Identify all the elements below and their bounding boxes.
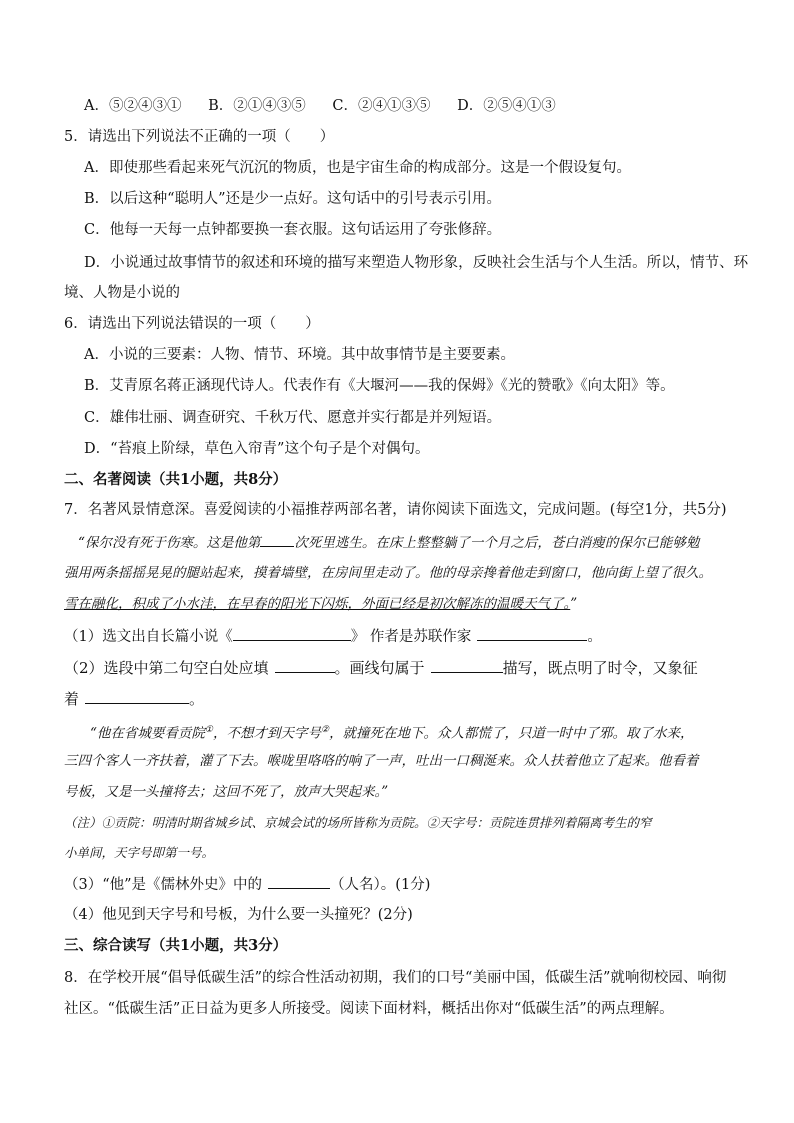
q6-option-d: D．“苔痕上阶绿，草色入帘青”这个句子是个对偶句。 (84, 441, 430, 457)
q7-sub2-text: 描写，既点明了时令，又象征 (502, 659, 698, 677)
q7-sub4: （4）他见到天字号和号板，为什么要一头撞死？(2分) (64, 907, 413, 923)
q7-passage-blank[interactable] (260, 532, 294, 547)
q7-sub2-text: 着 (64, 690, 80, 708)
q7-passage2-text: “他在省城要看贡院 (90, 725, 205, 742)
q7-sub1-text: （1）选文出自长篇小说《 (64, 629, 233, 645)
q7-sub2-line1 (64, 658, 698, 678)
q7-sub2-blank-word[interactable] (275, 658, 335, 673)
q5-option-a: A．即使那些看起来死气沉沉的物质，也是宇宙生命的构成部分。这是一个假设复句。 (84, 160, 631, 176)
q7-passage2-line1 (90, 720, 694, 744)
q4-options (84, 96, 578, 116)
q7-sub1-text: 》 作者是苏联作家 (350, 629, 472, 645)
q7-passage1-text: “保尔没有死于伤寒。这是他第 (78, 535, 261, 551)
q4-option-c: C．②④①③⑤ (332, 98, 431, 114)
q7-passage2-text: ，就撞死在地下。众人都慌了，只道一时中了邪。取了水来， (329, 725, 694, 742)
q7-sub3-text: （3）“他”是《儒林外史》中的 (64, 877, 263, 893)
q4-option-d: D．②⑤④①③ (457, 98, 556, 114)
q7-passage1-line2: 强用两条摇摇晃晃的腿站起来，摸着墙壁，在房间里走动了。他的母亲搀着他走到窗口，他向街上望了很久。 (64, 565, 712, 581)
q7-sub2-text: 。 (189, 690, 205, 708)
q6-option-b: B．艾青原名蒋正涵现代诗人。代表作有《大堰河——我的保姆》《光的赞歌》《向太阳》等。 (84, 378, 675, 394)
q7-note-line1: （注）①贡院：明清时期省城乡试、京城会试的场所皆称为贡院。②天字号：贡院连贯排列着隔离考生的窄 (64, 815, 652, 830)
q5-option-c: C．他每一天每一点钟都要换一套衣服。这句话运用了夸张修辞。 (84, 222, 502, 238)
q7-passage2-text: ，不想才到天字号 (212, 725, 321, 742)
q7-sub3 (64, 874, 430, 895)
q7-underlined-sentence: 雪在融化，积成了小水洼，在早春的阳光下闪烁，外面已经是初次解冻的温暖天气了。 (64, 596, 571, 612)
q7-sub2-line2 (64, 689, 204, 709)
section-2-heading: 二、名著阅读（共1小题，共8分） (64, 471, 288, 488)
q7-passage1-text: 次死里逃生。在床上整整躺了一个月之后，苍白消瘦的保尔已能够勉 (294, 535, 700, 551)
q4-option-b: B．②①④③⑤ (208, 98, 306, 114)
q8-line2: 社区。“低碳生活”正日益为更多人所接受。阅读下面材料，概括出你对“低碳生活”的两点理解。 (64, 1001, 674, 1017)
footnote-ref-1: ① (204, 725, 213, 735)
q7-sub3-blank-name[interactable] (268, 874, 330, 889)
q5-option-d-line2: 境、人物是小说的 (64, 285, 180, 301)
q7-passage1-closequote: ” (570, 596, 578, 612)
q7-passage2-line2: 三四个客人一齐扶着，灌了下去。喉咙里咯咯的响了一声，吐出一口稠涎来。众人扶着他立了起来。他看着 (64, 753, 699, 769)
q7-passage1-line3 (64, 594, 577, 614)
q7-sub2-blank-symbol[interactable] (85, 689, 189, 704)
section-3-heading: 三、综合读写（共1小题，共3分） (64, 937, 288, 954)
q6-stem: 6．请选出下列说法错误的一项（ ） (64, 316, 320, 332)
q7-sub1-blank-novel[interactable] (233, 626, 351, 641)
q7-sub1-blank-author[interactable] (477, 626, 587, 641)
q6-option-a: A．小说的三要素：人物、情节、环境。其中故事情节是主要要素。 (84, 347, 515, 363)
q7-passage2-line3: 号板，又是一头撞将去；这回不死了，放声大哭起来。” (64, 784, 389, 800)
q7-sub2-blank-type[interactable] (431, 658, 503, 673)
q5-stem: 5．请选出下列说法不正确的一项（ ） (64, 129, 335, 145)
q7-sub1-text: 。 (587, 629, 602, 645)
q7-sub1 (64, 626, 602, 647)
q7-sub2-text: 。画线句属于 (334, 659, 425, 677)
q5-option-d-line1: D．小说通过故事情节的叙述和环境的描写来塑造人物形象，反映社会生活与个人生活。所以，情节、环 (84, 255, 749, 271)
q4-option-a: A．⑤②④③① (84, 98, 182, 114)
q7-passage1-line1 (78, 532, 699, 553)
q7-sub2-text: （2）选段中第二句空白处应填 (64, 659, 269, 677)
q6-option-c: C．雄伟壮丽、调查研究、千秋万代、愿意并实行都是并列短语。 (84, 410, 502, 426)
q7-note-line2: 小单间，天字号即第一号。 (64, 845, 215, 860)
q8-line1: 8．在学校开展“倡导低碳生活”的综合性活动初期，我们的口号“美丽中国，低碳生活”就响彻校园、响彻 (64, 970, 727, 986)
q7-sub3-text: （人名）。(1分) (330, 877, 431, 893)
footnote-ref-2: ② (320, 725, 330, 735)
q7-stem: 7．名著风景情意深。喜爱阅读的小福推荐两部名著，请你阅读下面选文，完成问题。(每空1分，共5分) (64, 502, 727, 518)
q5-option-b: B．以后这种“聪明人”还是少一点好。这句话中的引号表示引用。 (84, 191, 501, 207)
